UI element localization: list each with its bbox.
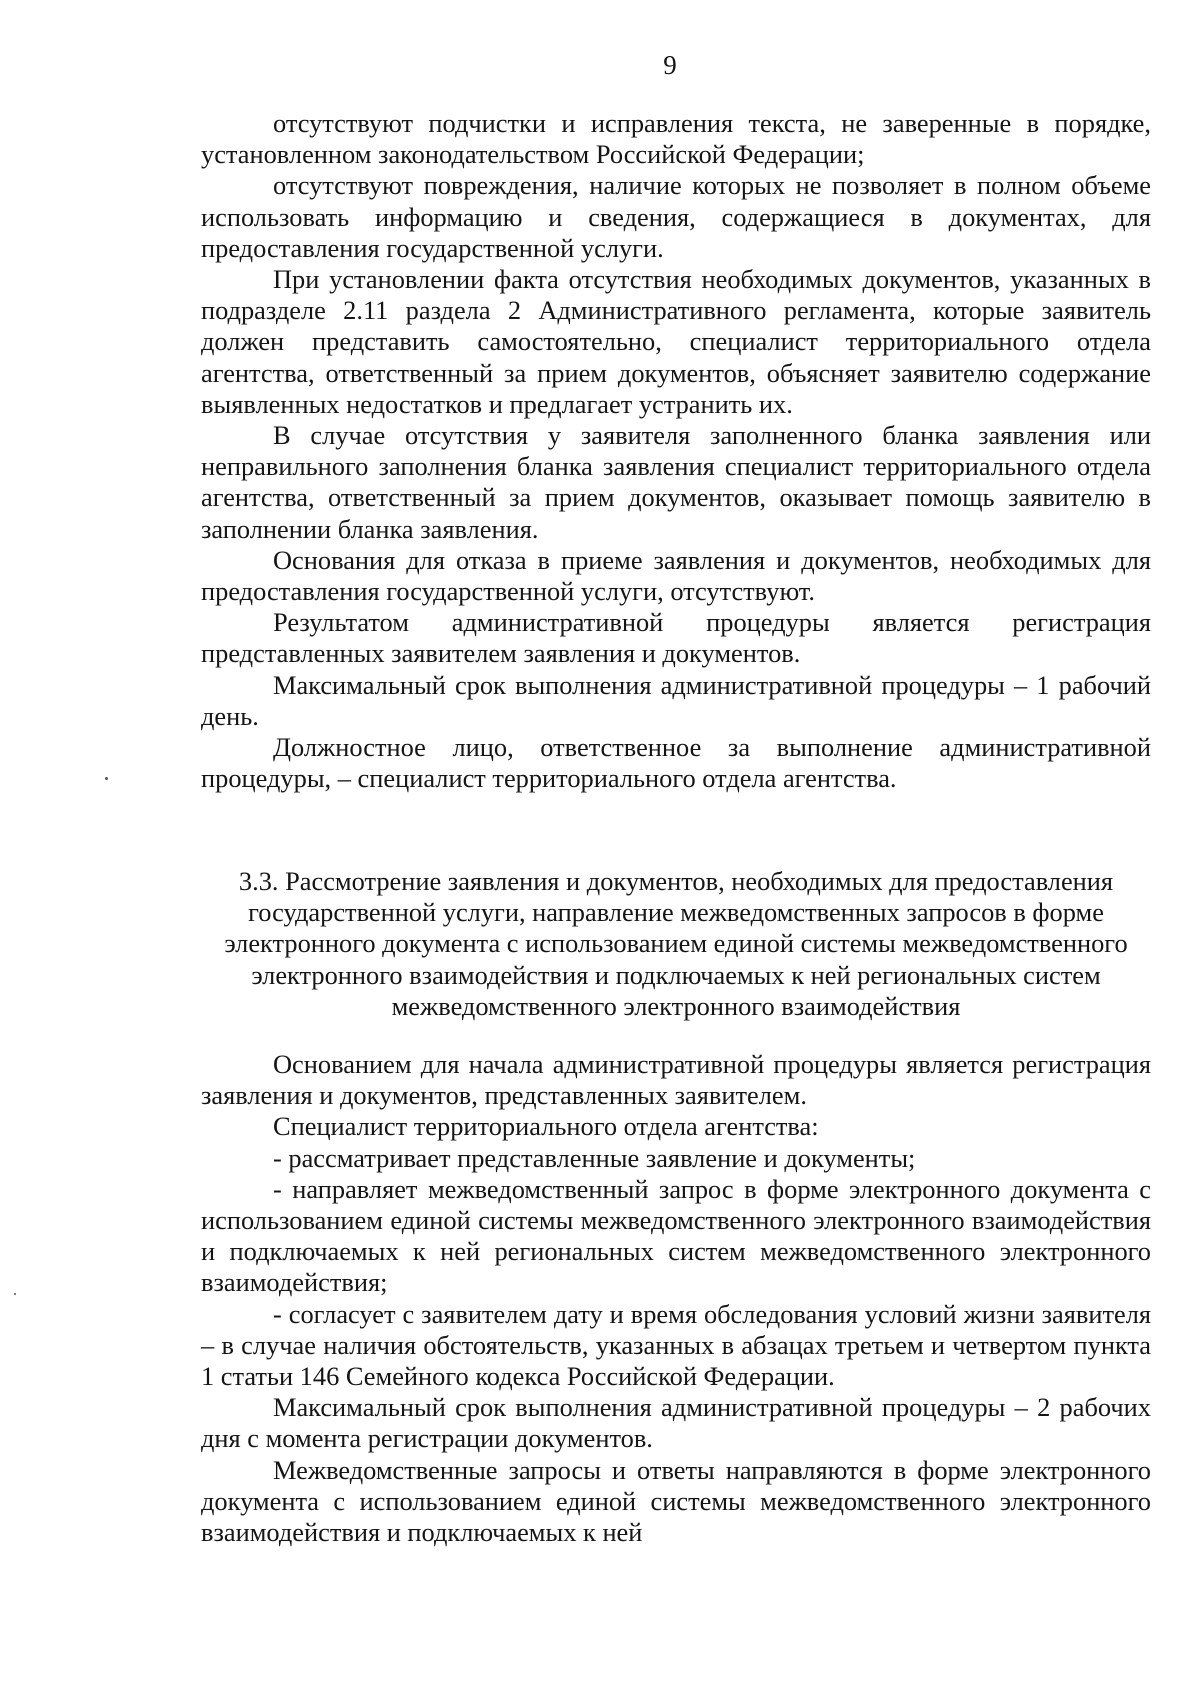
body-text-section-a xyxy=(201,108,1151,794)
list-item: - направляет межведомственный запрос в форме электронного документа с использованием единой системы межведомственного электронного взаимодействия и подключаемых к ней региональных систем межведомственного электронного взаимодействия; xyxy=(201,1173,1151,1298)
scan-speck xyxy=(14,1293,16,1295)
paragraph: отсутствуют подчистки и исправления текста, не заверенные в порядке, установленном законодательством Российской Федерации; xyxy=(201,108,1151,170)
scan-speck xyxy=(105,777,108,780)
paragraph: Результатом административной процедуры является регистрация представленных заявителем заявления и документов. xyxy=(201,607,1151,669)
section-heading-text: 3.3. Рассмотрение заявления и документов, необходимых для предоставления государственной услуги, направление межведомственных запросов в форме электронного документа с использованием единой системы межведомственного электронного взаимодействия и подключаемых к ней региональных систем межведомственного электронного взаимодействия xyxy=(224,866,1128,1021)
list-item: - согласует с заявителем дату и время обследования условий жизни заявителя – в случае наличия обстоятельств, указанных в абзацах третьем и четвертом пункта 1 статьи 146 Семейного кодекса Российской Федерации. xyxy=(201,1298,1151,1392)
paragraph: Максимальный срок выполнения административной процедуры – 2 рабочих дня с момента регистрации документов. xyxy=(201,1392,1151,1454)
paragraph: Основания для отказа в приеме заявления и документов, необходимых для предоставления государственной услуги, отсутствуют. xyxy=(201,544,1151,607)
paragraph: Максимальный срок выполнения административной процедуры – 1 рабочий день. xyxy=(201,669,1151,731)
page-number: 9 xyxy=(663,50,677,80)
paragraph: Основанием для начала административной процедуры является регистрация заявления и документов, представленных заявителем. xyxy=(201,1049,1151,1111)
paragraph: Межведомственные запросы и ответы направляются в форме электронного документа с использованием единой системы межведомственного электронного взаимодействия и подключаемых к ней xyxy=(201,1454,1151,1548)
paragraph: отсутствуют повреждения, наличие которых не позволяет в полном объеме использовать информацию и сведения, содержащиеся в документах, для предоставления государственной услуги. xyxy=(201,170,1151,263)
list-item: - рассматривает представленные заявление и документы; xyxy=(273,1142,916,1173)
paragraph: Должностное лицо, ответственное за выполнение административной процедуры, – специалист территориального отдела агентства. xyxy=(201,732,1151,794)
section-heading xyxy=(201,866,1151,1022)
body-text-section-b xyxy=(201,1049,1151,1548)
paragraph: Специалист территориального отдела агентства: xyxy=(273,1111,819,1142)
paragraph: При установлении факта отсутствия необходимых документов, указанных в подразделе 2.11 раздела 2 Административного регламента, которые заявитель должен представить самостоятельно, специалист территориального отдела агентства, ответственный за прием документов, объясняет заявителю содержание выявленных недостатков и предлагает устранить их. xyxy=(201,264,1151,419)
paragraph: В случае отсутствия у заявителя заполненного бланка заявления или неправильного заполнения бланка заявления специалист территориального отдела агентства, ответственный за прием документов, оказывает помощь заявителю в заполнении бланка заявления. xyxy=(201,420,1151,544)
